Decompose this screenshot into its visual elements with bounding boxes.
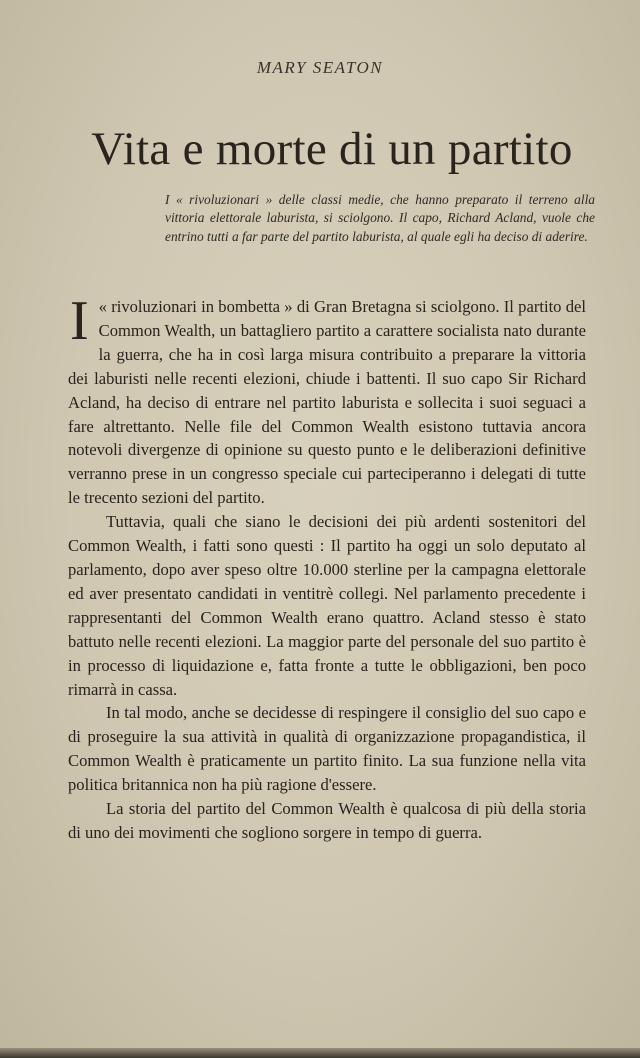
article-subtitle: I « rivoluzionari » delle classi medie, che hanno preparato il terreno alla vittoria elettorale laburista, si sciolgono. Il capo, Richard Acland, vuole che entrino tutti a far parte del partito laburista, al quale egli ha deciso di aderire. bbox=[165, 192, 595, 244]
paragraph-4: La storia del partito del Common Wealth è qualcosa di più della storia di uno dei movimenti che sogliono sorgere in tempo di guerra. bbox=[68, 799, 586, 842]
paragraph-1-text: « rivoluzionari in bombetta » di Gran Bretagna si sciolgono. Il partito del Common Wealth, un battagliero partito a carattere socialista nato durante la guerra, che ha in così larga misura contribuito a preparare la vittoria dei laburisti nelle recenti elezioni, chiude i battenti. Il suo capo Sir Richard Acland, ha deciso di entrare nel partito laburista e sollecita i suoi seguaci a fare altrettanto. Nelle file del Common Wealth esistono tuttavia ancora notevoli divergenze di opinione su questo punto e le deliberazioni definitive verranno prese in un congresso speciale cui parteciperanno i delegati di tutte le trecento sezioni del partito. bbox=[68, 297, 586, 508]
article-body bbox=[68, 290, 586, 845]
paragraph-2: Tuttavia, quali che siano le decisioni dei più ardenti sostenitori del Common Wealth, i fatti sono questi : Il partito ha oggi un solo deputato al parlamento, dopo aver speso oltre 10.000 sterline per la campagna elettorale ed aver presentato candidati in ventitrè collegi. Nel parlamento precedente i rappresentanti del Common Wealth erano quattro. Acland stesso è stato battuto nelle recenti elezioni. La maggior parte del personale del suo partito è in processo di liquidazione e, fatta fronte a tutte le obbligazioni, ben poco rimarrà in cassa. bbox=[68, 512, 586, 699]
paragraph-3: In tal modo, anche se decidesse di respingere il consiglio del suo capo e di proseguire la sua attività in qualità di organizzazione propagandistica, il Common Wealth è praticamente un partito finito. La sua funzione nella vita politica britannica non ha più ragione d'essere. bbox=[68, 703, 586, 795]
article-title: Vita e morte di un partito bbox=[91, 123, 573, 175]
page-bottom-edge bbox=[0, 1048, 640, 1058]
paragraph-1 bbox=[68, 290, 586, 510]
author-name: MARY SEATON bbox=[256, 58, 384, 77]
drop-cap: I bbox=[70, 290, 89, 352]
